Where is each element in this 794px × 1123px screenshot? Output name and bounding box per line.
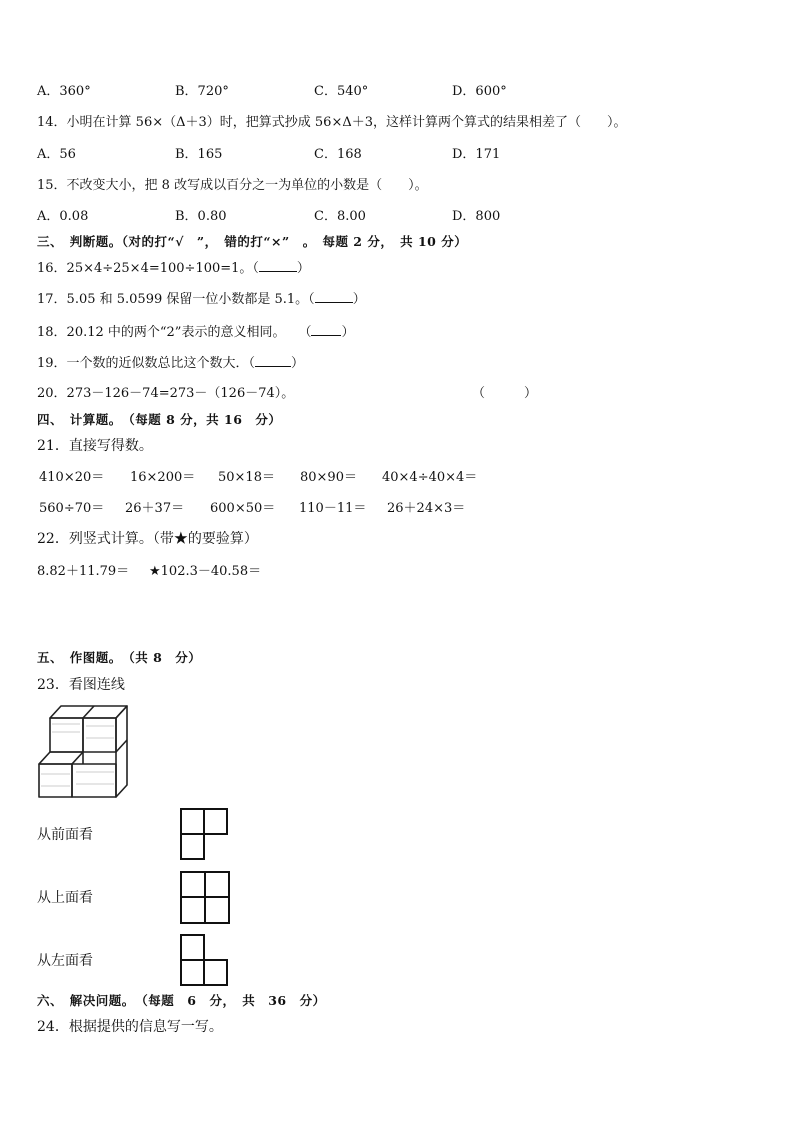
question-14-stem: 14．小明在计算 56×（Δ＋3）时，把算式抄成 56×Δ＋3，这样计算两个算式的结果相差了（ ）。 (37, 115, 627, 130)
judge-16-close: ） (296, 261, 310, 276)
calc-item: 110－11＝ (299, 501, 367, 516)
calc-item: 40×4÷40×4＝ (382, 470, 478, 485)
view-figure-1[interactable] (180, 808, 230, 862)
q14-option-a: A．56 (37, 147, 76, 162)
answer-blank[interactable] (315, 290, 353, 303)
section-4-heading: 四、 计算题。 （每题 8 分，共 16 分） (37, 412, 282, 427)
q13-option-b: B．720° (175, 84, 229, 99)
calc-item: 26＋37＝ (125, 501, 185, 516)
q15-option-d: D．800 (452, 209, 501, 224)
calc-item: 560÷70＝ (39, 501, 105, 516)
question-23: 23．看图连线 (37, 677, 125, 693)
calc-item: 26＋24×3＝ (387, 501, 466, 516)
q15-option-c: C．8.00 (314, 209, 366, 224)
q13-option-d: D．600° (452, 84, 507, 99)
judge-19-close: ） (291, 356, 305, 371)
judge-18-close: ） (341, 325, 355, 340)
judge-item-18 (37, 323, 354, 342)
answer-blank[interactable] (255, 354, 291, 367)
q14-option-b: B．165 (175, 147, 223, 162)
judge-17-text: 17．5.05 和 5.0599 保留一位小数都是 5.1。（ (37, 292, 315, 307)
calc-item: 50×18＝ (218, 470, 275, 485)
view-label-left: 从左面看 (37, 953, 93, 969)
judge-item-17 (37, 290, 366, 309)
q15-option-a: A．0.08 (37, 209, 89, 224)
q14-option-d: D．171 (452, 147, 501, 162)
calc-item: 410×20＝ (39, 470, 105, 485)
judge-20-answer-bracket[interactable]: （ ） (472, 386, 538, 401)
section-3-heading: 三、 判断题。（对的打“√ ”， 错的打“×” 。 每题 2 分， 共 10 分） (37, 234, 468, 249)
section-5-heading: 五、 作图题。 （共 8 分） (37, 650, 202, 665)
judge-item-20 (37, 385, 294, 403)
view-figure-2[interactable] (180, 871, 232, 927)
answer-blank[interactable] (311, 323, 341, 336)
judge-18-text: 18．20.12 中的两个“2”表示的意义相同。 （ (37, 325, 312, 340)
vertical-calc-item: 8.82＋11.79＝ (37, 564, 130, 579)
question-21: 21．直接写得数。 (37, 438, 153, 454)
answer-blank[interactable] (259, 259, 297, 272)
question-15-stem: 15．不改变大小，把 8 改写成以百分之一为单位的小数是（ ）。 (37, 178, 428, 193)
q13-option-c: C．540° (314, 84, 369, 99)
question-24: 24．根据提供的信息写一写。 (37, 1019, 223, 1035)
judge-item-19 (37, 354, 304, 373)
q15-option-b: B．0.80 (175, 209, 227, 224)
judge-16-text: 16．25×4÷25×4=100÷100=1。（ (37, 261, 259, 276)
view-label-top: 从上面看 (37, 890, 93, 906)
cube-figure (36, 704, 132, 802)
vertical-calc-item: ★102.3－40.58＝ (149, 564, 262, 579)
view-label-front: 从前面看 (37, 827, 93, 843)
judge-item-16 (37, 259, 310, 278)
calc-item: 600×50＝ (210, 501, 276, 516)
judge-20-text: 20．273－126－74=273－（126－74）。 (37, 386, 295, 401)
judge-17-close: ） (352, 292, 366, 307)
calc-item: 80×90＝ (300, 470, 357, 485)
q14-option-c: C．168 (314, 147, 362, 162)
view-figure-3[interactable] (180, 934, 230, 990)
question-22: 22．列竖式计算。（带★的要验算） (37, 531, 258, 547)
section-6-heading: 六、 解决问题。 （每题 6 分， 共 36 分） (37, 993, 326, 1008)
calc-item: 16×200＝ (130, 470, 196, 485)
q13-option-a: A．360° (37, 84, 91, 99)
judge-19-text: 19．一个数的近似数总比这个数大．（ (37, 356, 256, 371)
